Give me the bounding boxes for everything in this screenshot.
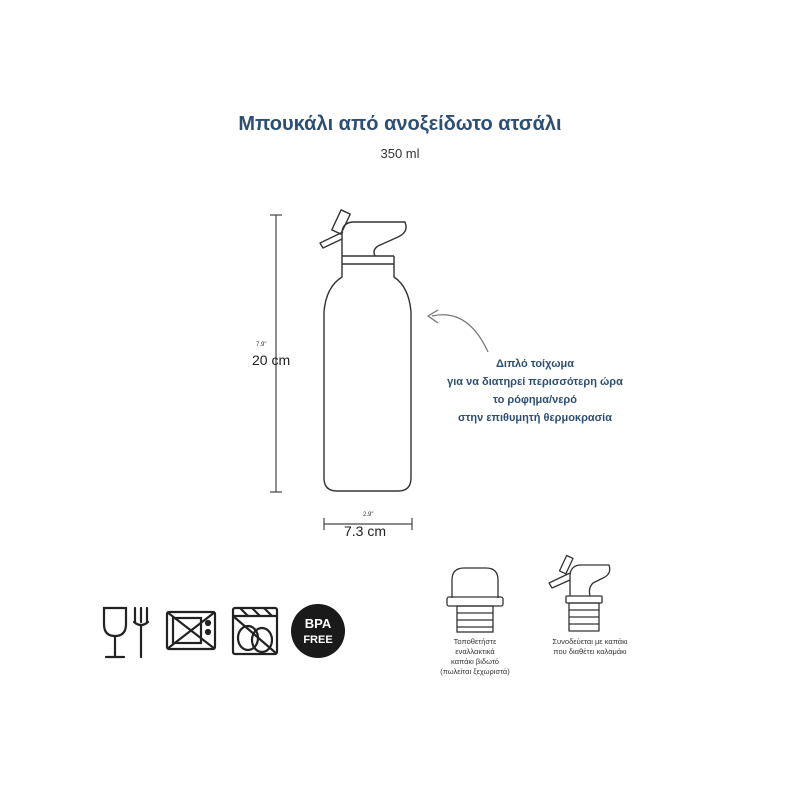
straw-lid-icon [549, 555, 610, 631]
bpa-badge-line1: BPA [304, 616, 332, 631]
food-safe-icon [104, 608, 148, 657]
callout-line: το ρόφημα/νερό [493, 394, 577, 406]
bpa-badge-line2: FREE [303, 634, 333, 646]
callout-line: στην επιθυμητή θερμοκρασία [458, 412, 612, 424]
width-inches-label: 2.9" [363, 512, 374, 518]
caption-line: που διαθέτει καλαμάκι [553, 647, 627, 656]
no-microwave-icon [167, 612, 215, 649]
callout-line: για να διατηρεί περισσότερη ώρα [447, 376, 623, 388]
screw-lid-icon [447, 568, 503, 632]
caption-line: εναλλακτικά [455, 647, 495, 656]
caption-line: Τοποθετήστε [453, 637, 497, 646]
callout-arrow [432, 315, 488, 352]
caption-line: καπάκι βιδωτό [451, 657, 499, 666]
height-cm-label: 20 cm [252, 352, 291, 368]
caption-line: (πωλείται ξεχωριστά) [440, 667, 510, 676]
no-dishwasher-icon [233, 608, 277, 654]
callout-line: Διπλό τοίχωμα [496, 358, 574, 370]
width-cm-label: 7.3 cm [344, 523, 387, 539]
double-wall-callout [400, 355, 670, 427]
height-inches-label: 7.9" [256, 342, 267, 348]
bottle-outline [320, 210, 411, 491]
bpa-free-badge [291, 604, 345, 658]
caption-line: Συνοδεύεται με καπάκι [552, 637, 628, 646]
product-title: Μπουκάλι από ανοξείδωτο ατσάλι [238, 113, 562, 135]
capacity-label: 350 ml [380, 146, 420, 161]
straw-lid-caption [530, 637, 650, 657]
screw-lid-caption [420, 637, 530, 677]
